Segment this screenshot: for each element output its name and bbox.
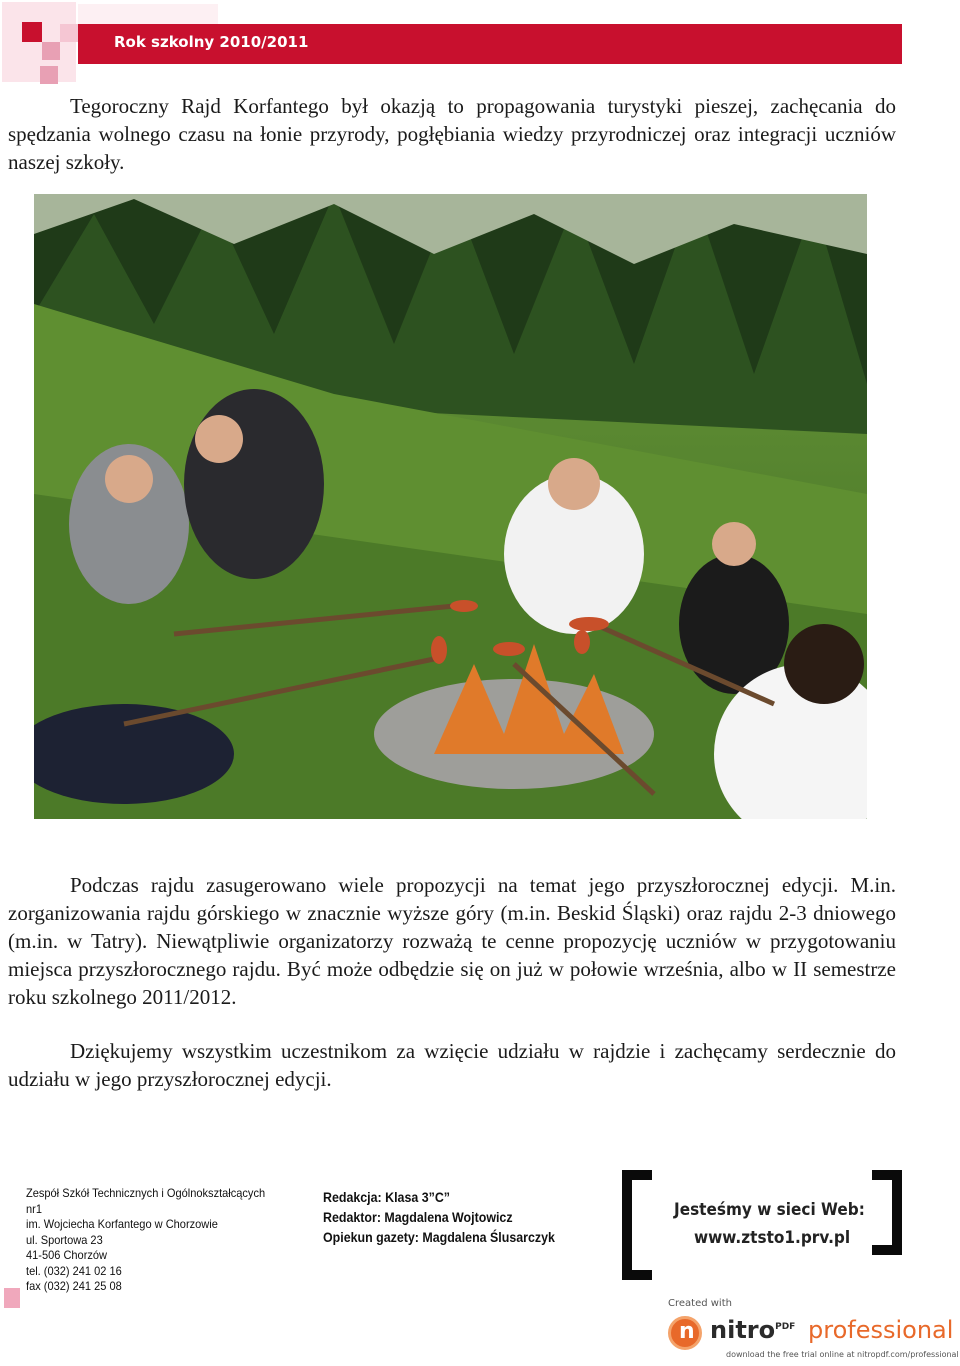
school-patron: im. Wojciecha Korfantego w Chorzowie [26, 1217, 218, 1231]
nitro-brand [710, 1316, 795, 1344]
school-phone: tel. (032) 241 02 16 [26, 1263, 122, 1278]
created-with-label: Created with [668, 1298, 732, 1309]
nitro-edition: professional [808, 1316, 954, 1344]
header-decor-square [22, 22, 42, 42]
header-decor-square [42, 42, 60, 60]
nitro-logo-initial: n [679, 1319, 695, 1344]
school-fax: fax (032) 241 25 08 [26, 1279, 122, 1293]
editorial-editor: Redaktor: Magdalena Wojtowicz [323, 1210, 513, 1225]
web-info-box [622, 1170, 902, 1282]
campfire-photo-illustration [34, 194, 867, 819]
header-title: Rok szkolny 2010/2011 [114, 33, 309, 51]
footer-decor-square [4, 1288, 20, 1308]
left-bracket-decor [622, 1170, 652, 1280]
header-decor-square [40, 66, 58, 84]
nitro-brand-sup: PDF [775, 1322, 796, 1332]
school-city: 41-506 Chorzów [26, 1248, 108, 1262]
editorial-class: Redakcja: Klasa 3”C” [323, 1190, 451, 1205]
article-paragraph-1: Tegoroczny Rajd Korfantego był okazją to propagowania turystyki pieszej, zachęcania do spędzania wolnego czasu na łonie przyrody, pogłębiania wiedzy przyrodniczej oraz integracji uczniów naszej szkoły. [8, 94, 896, 174]
nitro-brand-name: nitro [710, 1316, 776, 1344]
editorial-supervisor: Opiekun gazety: Magdalena Ślusarczyk [323, 1230, 555, 1245]
right-bracket-decor [872, 1170, 902, 1255]
school-name: Zespół Szkół Technicznych i Ogólnokształcących nr1 [26, 1186, 266, 1216]
article-paragraph-3: Dziękujemy wszystkim uczestnikom za wzięcie udziału w rajdzie i zachęcamy serdecznie do udziału w jego przyszłorocznej edycji. [8, 1039, 896, 1091]
article-paragraph-2: Podczas rajdu zasugerowano wiele propozycji na temat jego przyszłorocznej edycji. M.in. zorganizowania rajdu górskiego w znacznie wyższe góry (m.in. Beskid Śląski) oraz rajdu 2-3 dniowego (m.in. w Tatry). Niewątpliwie organizatorzy rozważą te cenne propozycję uczniów w przygotowaniu miejsca przyszłorocznego rajdu. Być może odbędzie się on już w połowie września, albo w II semestrze roku szkolnego 2011/2012. [8, 873, 896, 1009]
nitro-tagline: download the free trial online at nitropdf.com/professional [726, 1350, 959, 1359]
nitro-logo-icon [668, 1316, 702, 1350]
nitro-watermark [666, 1296, 959, 1360]
school-street: ul. Sportowa 23 [26, 1232, 103, 1247]
campfire-photo [34, 194, 867, 819]
header-decor-square [78, 4, 218, 24]
school-info [26, 1186, 284, 1295]
editorial-info [323, 1188, 581, 1248]
header-decor-square [60, 24, 78, 42]
web-heading: Jesteśmy w sieci Web: [674, 1200, 865, 1220]
web-url-link[interactable]: www.ztsto1.prv.pl [694, 1228, 851, 1248]
header-decor-square [2, 2, 76, 82]
